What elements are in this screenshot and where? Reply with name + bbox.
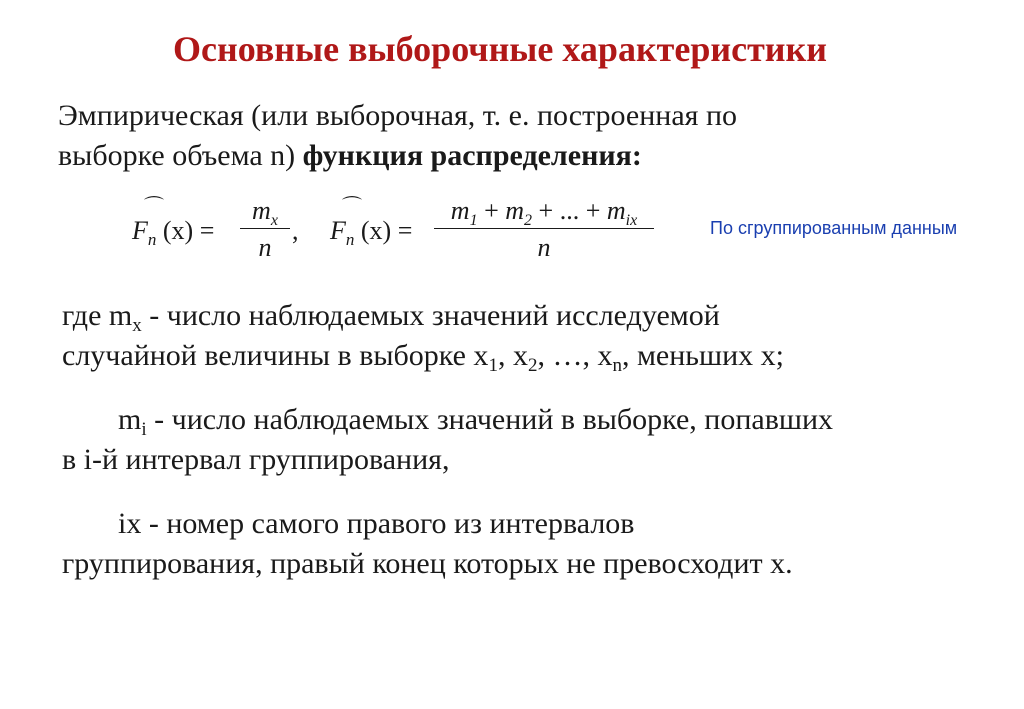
intro-line-1: Эмпирическая (или выборочная, т. е. построенная по xyxy=(58,99,738,132)
mi-line-2: в i-й интервал группирования, xyxy=(62,443,450,476)
grouped-data-note: По сгруппированным данным xyxy=(710,218,958,238)
formula2-numerator: $m_1 + m_2$ + ... + $m_{ix}$ xyxy=(434,196,654,229)
intro-bold-term: функция распределения: xyxy=(302,139,642,172)
formula2-fraction xyxy=(434,196,654,267)
formula2-denominator: n xyxy=(537,233,551,262)
formula1-F: ⌒ F xyxy=(132,216,148,245)
ix-paragraph xyxy=(62,504,793,584)
where-line-2: случайной величины в выборке $x_1$, $x_2$, …, $x_n$, меньших x; xyxy=(62,339,784,376)
formula2-sub: n xyxy=(345,230,355,249)
formula2-hat: ⌒ xyxy=(342,196,362,218)
mi-line-1: $m_i$ - число наблюдаемых значений в выборке, попавших xyxy=(118,403,834,440)
formula1-sub: n xyxy=(147,230,157,249)
where-line-1: где $m_x$ - число наблюдаемых значений исследуемой xyxy=(62,299,720,336)
formula2-arg: (x) = xyxy=(360,216,413,245)
formula1-arg: (x) = xyxy=(162,216,215,245)
formula1-numerator: $m_x$ xyxy=(240,196,290,229)
formula1-lhs xyxy=(132,196,215,249)
formula1-denominator: n xyxy=(258,233,272,262)
formula1-comma: , xyxy=(292,216,299,245)
formula2-F: ⌒ F xyxy=(330,216,346,245)
formula-ungrouped xyxy=(132,192,312,272)
formula1-fraction xyxy=(240,196,290,267)
formula2-lhs xyxy=(330,196,413,249)
intro-text: выборке объема n) xyxy=(58,139,303,172)
slide-title: Основные выборочные характеристики xyxy=(173,29,827,69)
intro-paragraph xyxy=(58,96,737,176)
intro-line-2 xyxy=(58,136,737,176)
formula1-hat: ⌒ xyxy=(144,196,164,218)
mi-paragraph xyxy=(62,400,833,480)
ix-line-1: ix - номер самого правого из интервалов xyxy=(118,507,635,540)
where-paragraph xyxy=(62,296,784,376)
ix-line-2: группирования, правый конец которых не превосходит x. xyxy=(62,547,793,580)
formula-grouped xyxy=(330,192,670,272)
